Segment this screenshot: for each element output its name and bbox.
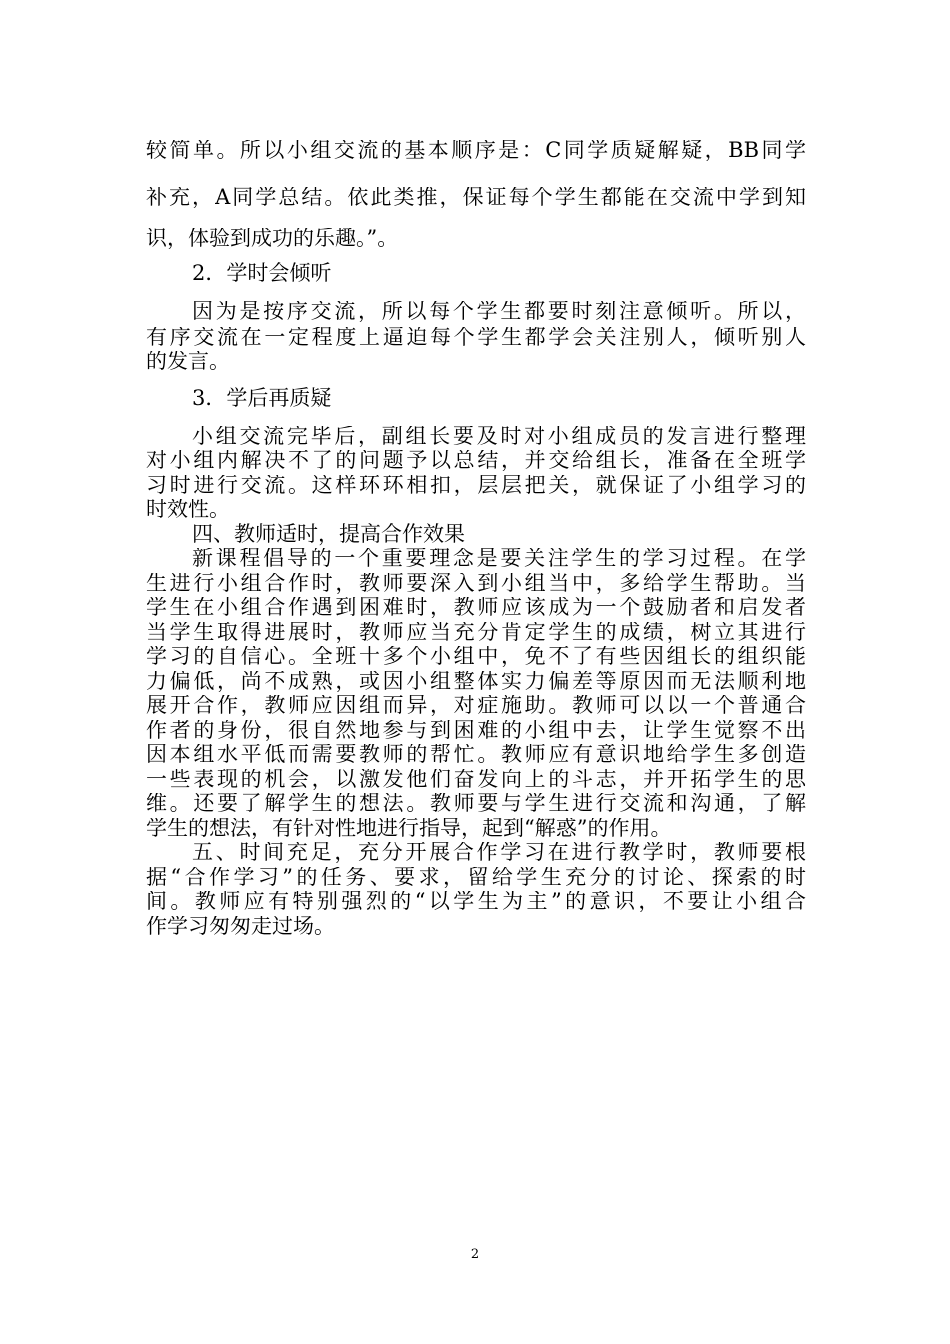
body-text-line: 力偏低，尚不成熟，或因小组整体实力偏差等原因而无法顺利地 bbox=[146, 671, 806, 692]
body-text-line: 时效性。 bbox=[146, 499, 230, 520]
body-text-line: 识，体验到成功的乐趣。”。 bbox=[146, 228, 399, 249]
body-text-line: 学生在小组合作遇到困难时，教师应该成为一个鼓励者和启发者 bbox=[146, 597, 806, 618]
body-text-line: 较简单。所以小组交流的基本顺序是：C同学质疑解疑，BB同学 bbox=[146, 140, 806, 161]
body-text-line: 一些表现的机会，以激发他们奋发向上的斗志，并开拓学生的思 bbox=[146, 769, 806, 790]
body-text-line: 据“合作学习”的任务、要求，留给学生充分的讨论、探索的时 bbox=[146, 867, 806, 888]
body-text-line: 对小组内解决不了的问题予以总结，并交给组长，准备在全班学 bbox=[146, 450, 806, 471]
body-text-line: 当学生取得进展时，教师应当充分肯定学生的成绩，树立其进行 bbox=[146, 622, 806, 643]
body-text-line: 习时进行交流。这样环环相扣，层层把关，就保证了小组学习的 bbox=[146, 475, 806, 496]
body-text-line: 因为是按序交流，所以每个学生都要时刻注意倾听。所以， bbox=[192, 301, 806, 322]
body-text-line: 作者的身份，很自然地参与到困难的小组中去，让学生觉察不出 bbox=[146, 720, 806, 741]
section-heading: 四、教师适时，提高合作效果 bbox=[192, 522, 465, 546]
body-text-line: 因本组水平低而需要教师的帮忙。教师应有意识地给学生多创造 bbox=[146, 744, 806, 765]
body-text-line: 生进行小组合作时，教师要深入到小组当中，多给学生帮助。当 bbox=[146, 573, 806, 594]
body-text-line: 学生的想法，有针对性地进行指导，起到“解惑”的作用。 bbox=[146, 818, 672, 839]
body-text-line: 间。教师应有特别强烈的“以学生为主”的意识，不要让小组合 bbox=[146, 891, 806, 912]
body-text-line: 小组交流完毕后，副组长要及时对小组成员的发言进行整理 bbox=[192, 426, 806, 447]
body-text-line: 新课程倡导的一个重要理念是要关注学生的学习过程。在学 bbox=[192, 548, 806, 569]
section-heading: 3．学后再质疑 bbox=[192, 386, 332, 410]
body-text-line: 展开合作，教师应因组而异，对症施助。教师可以以一个普通合 bbox=[146, 695, 806, 716]
body-text-line: 维。还要了解学生的想法。教师要与学生进行交流和沟通，了解 bbox=[146, 793, 806, 814]
body-text-line: 的发言。 bbox=[146, 351, 230, 372]
body-text-line: 作学习匆匆走过场。 bbox=[146, 916, 335, 937]
body-text-line: 五、时间充足，充分开展合作学习在进行教学时，教师要根 bbox=[192, 842, 806, 863]
section-heading: 2．学时会倾听 bbox=[192, 261, 332, 285]
body-text-line: 有序交流在一定程度上逼迫每个学生都学会关注别人，倾听别人 bbox=[146, 327, 806, 348]
body-text-line: 学习的自信心。全班十多个小组中，免不了有些因组长的组织能 bbox=[146, 646, 806, 667]
page-number: 2 bbox=[470, 1247, 480, 1262]
body-text-line: 补充，A同学总结。依此类推，保证每个学生都能在交流中学到知 bbox=[146, 187, 806, 208]
